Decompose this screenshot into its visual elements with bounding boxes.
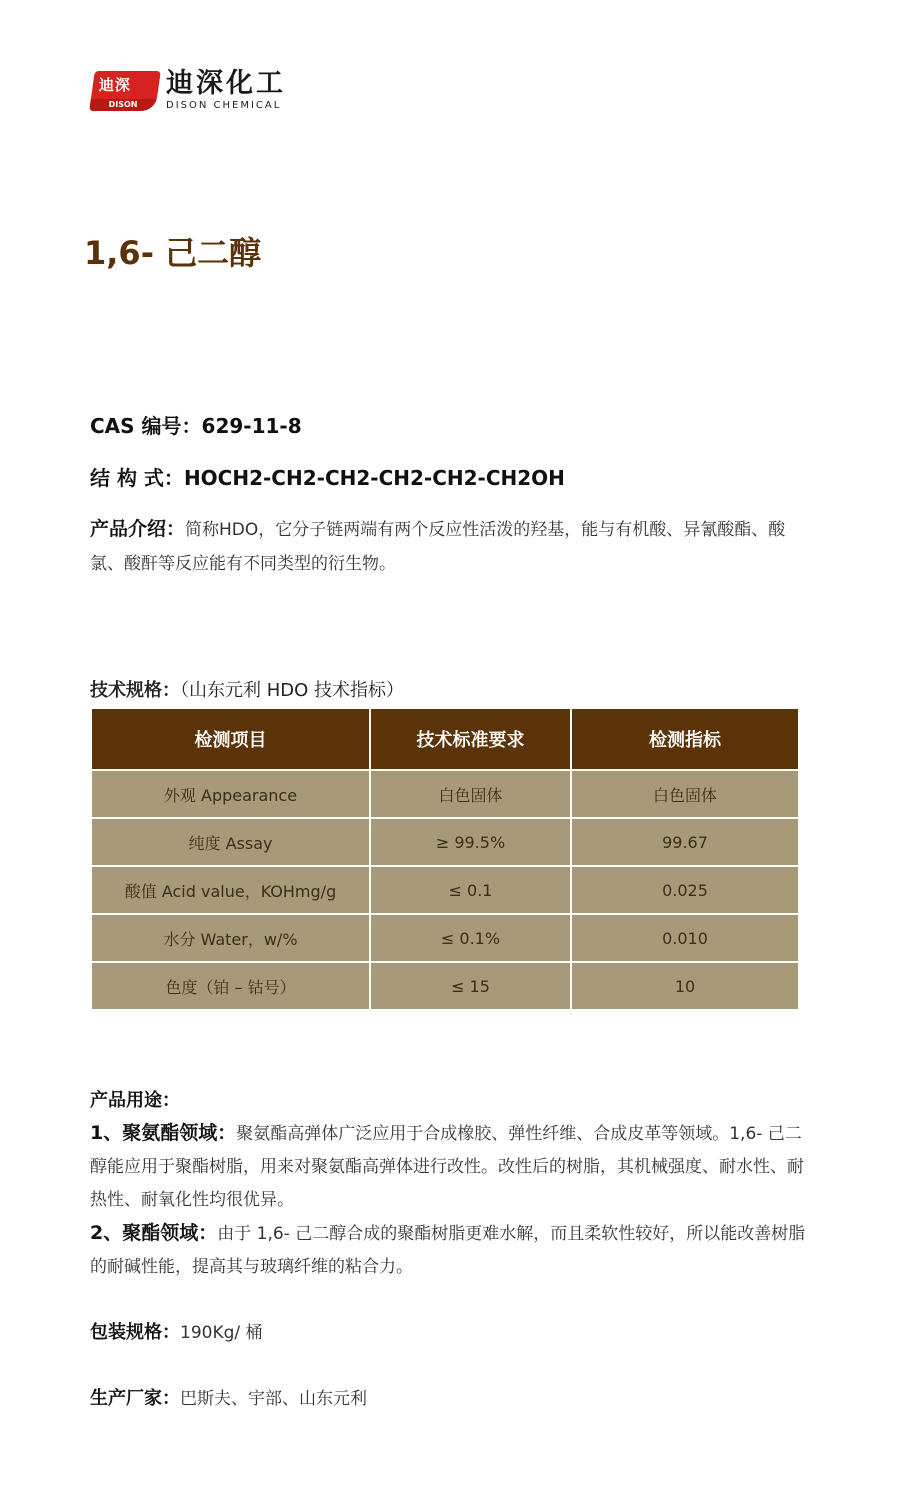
manufacturer-line [90,1384,367,1410]
usage-heading: 产品用途： [90,1090,180,1111]
usage-item-1 [90,1117,810,1217]
table-cell: 0.025 [571,866,799,914]
spec-label: 技术规格： [90,680,180,701]
packaging-value: 190Kg/ 桶 [180,1323,263,1343]
spec-note: （山东元利 HDO 技术指标） [180,680,405,701]
intro-text: 简称HDO，它分子链两端有两个反应性活泼的羟基，能与有机酸、异氰酸酯、酸氯、酸酐等反应能有不同类型的衍生物。 [90,520,786,574]
table-cell: 0.010 [571,914,799,962]
cas-value: 629-11-8 [201,414,302,438]
manufacturer-value: 巴斯夫、宇部、山东元利 [180,1389,367,1409]
usage-item-1-text: 聚氨酯高弹体广泛应用于合成橡胶、弹性纤维、合成皮革等领域。1,6- 己二醇能应用于聚酯树脂，用来对聚氨酯高弹体进行改性。改性后的树脂，其机械强度、耐水性、耐热性、耐氧化性均很优异。 [90,1124,804,1210]
table-cell: ≤ 15 [370,962,571,1010]
company-name-cn: 迪深化工 [166,68,286,99]
table-row [91,818,799,866]
usage-item-1-label: 1、聚氨酯领域： [90,1122,237,1144]
formula-value: HOCH2-CH2-CH2-CH2-CH2-CH2OH [183,466,565,490]
table-cell: 99.67 [571,818,799,866]
usage-item-2-label: 2、聚酯领域： [90,1222,218,1244]
usage-item-2-text: 由于 1,6- 己二醇合成的聚酯树脂更难水解，而且柔软性较好，所以能改善树脂的耐碱性能，提高其与玻璃纤维的粘合力。 [90,1224,806,1277]
logo-badge [89,71,161,111]
table-cell: 酸值 Acid value，KOHmg/g [91,866,370,914]
logo-badge-en: DISON [90,99,156,111]
logo-text [166,70,286,111]
usage-item-2 [90,1217,810,1284]
table-cell: ≤ 0.1 [370,866,571,914]
spec-header-item: 检测项目 [91,708,370,770]
cas-label: CAS 编号： [90,414,202,438]
usage-section [90,1084,810,1284]
table-row [91,866,799,914]
table-cell: 白色固体 [370,770,571,818]
table-row [91,770,799,818]
table-cell: 10 [571,962,799,1010]
company-logo [92,70,286,111]
packaging-label: 包装规格： [90,1322,180,1343]
spec-table [90,707,800,1011]
company-name-en: DISON CHEMICAL [166,100,282,111]
table-row [91,914,799,962]
table-cell: ≤ 0.1% [370,914,571,962]
table-cell: 外观 Appearance [91,770,370,818]
logo-badge-cn: 迪深 [98,75,131,94]
table-cell: 水分 Water，w/% [91,914,370,962]
spec-header-result: 检测指标 [571,708,799,770]
product-intro [90,512,810,581]
product-title: 1,6- 己二醇 [84,234,262,272]
table-cell: 色度（铂 – 钴号） [91,962,370,1010]
formula-label: 结 构 式： [90,466,184,490]
table-cell: 白色固体 [571,770,799,818]
table-cell: ≥ 99.5% [370,818,571,866]
spec-caption [90,676,404,702]
spec-header-standard: 技术标准要求 [370,708,571,770]
formula-line [90,462,565,491]
manufacturer-label: 生产厂家： [90,1388,180,1409]
spec-header-row [91,708,799,770]
cas-line [90,410,302,439]
intro-label: 产品介绍： [90,518,186,540]
packaging-line [90,1318,263,1344]
table-row [91,962,799,1010]
table-cell: 纯度 Assay [91,818,370,866]
